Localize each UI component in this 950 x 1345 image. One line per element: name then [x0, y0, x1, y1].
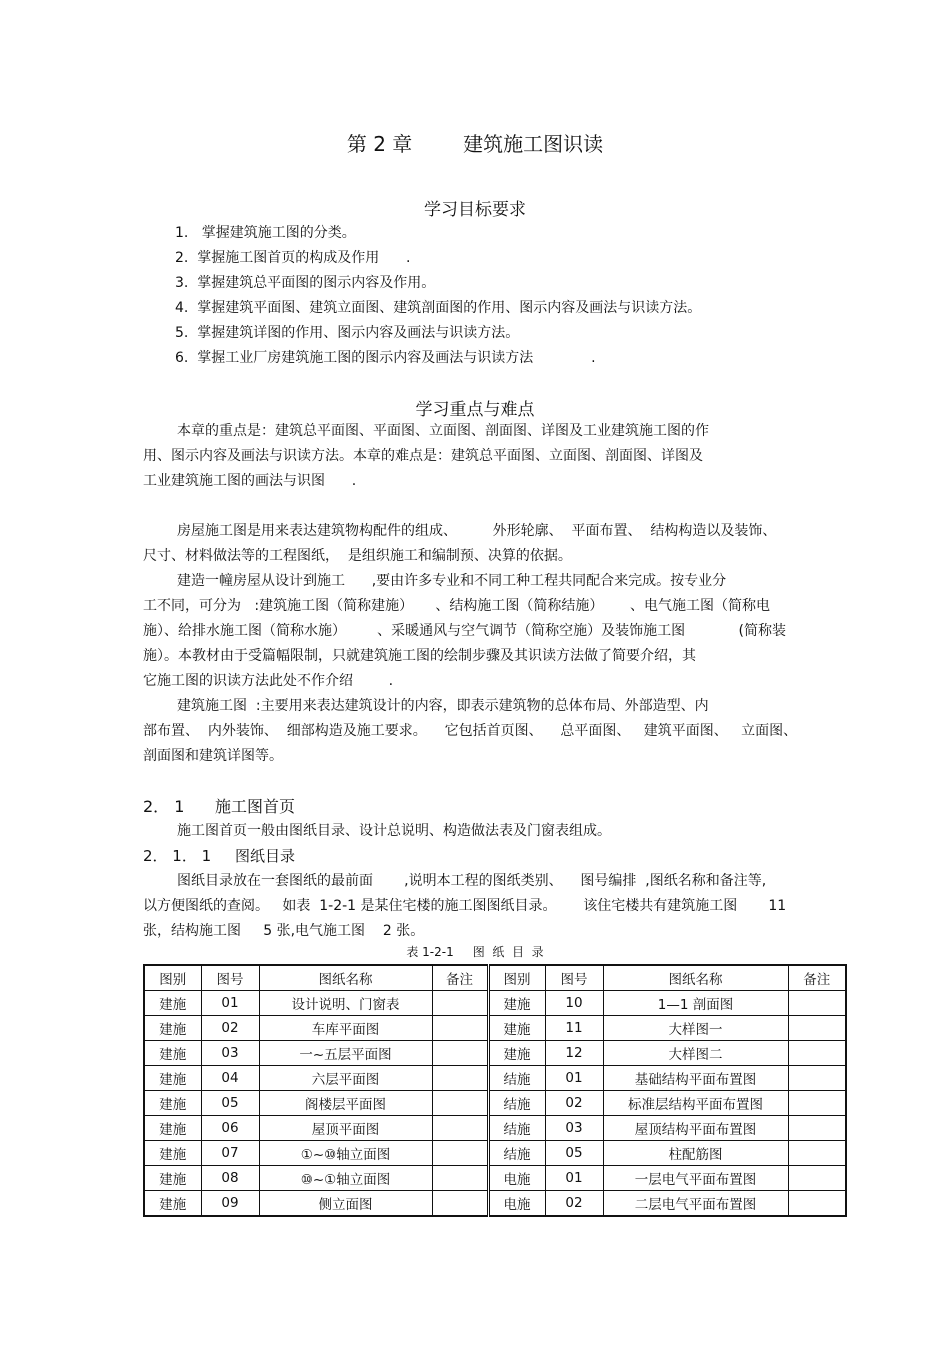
header-cell: 图别 [488, 965, 545, 991]
table-cell: 03 [545, 1116, 603, 1141]
header-cell: 图纸名称 [259, 965, 432, 991]
table-cell [788, 1191, 846, 1217]
table-cell: 二层电气平面布置图 [603, 1191, 788, 1217]
drawing-catalog-table [143, 964, 847, 1217]
table-cell: 1—1 剖面图 [603, 991, 788, 1016]
table-cell: 06 [201, 1116, 259, 1141]
goal-item: 6. 掌握工业厂房建筑施工图的图示内容及画法与识读方法 . [175, 350, 596, 366]
table-cell [788, 1016, 846, 1041]
table-cell: 电施 [488, 1166, 545, 1191]
chapter-title: 第 2 章 建筑施工图识读 [346, 132, 604, 156]
table-row [144, 1066, 846, 1091]
table-cell: 01 [545, 1166, 603, 1191]
intro-line: 建筑施工图 :主要用来表达建筑设计的内容，即表示建筑物的总体布局、外部造型、内 [177, 698, 709, 714]
table-cell: 04 [201, 1066, 259, 1091]
table-cell: 建施 [488, 991, 545, 1016]
table-cell [432, 1016, 488, 1041]
table-cell: 标准层结构平面布置图 [603, 1091, 788, 1116]
table-cell: 建施 [144, 1066, 201, 1091]
table-row [144, 991, 846, 1016]
intro-line: 剖面图和建筑详图等。 [143, 748, 283, 764]
intro-line: 部布置、 内外装饰、 细部构造及施工要求。 它包括首页图、 总平面图、 建筑平面图、 立面图、 [143, 723, 798, 739]
table-cell [788, 1166, 846, 1191]
table-cell: 08 [201, 1166, 259, 1191]
table-cell: 一~五层平面图 [259, 1041, 432, 1066]
table-cell: 09 [201, 1191, 259, 1217]
section-2-1-1-heading: 2． 1． 1 图纸目录 [143, 847, 296, 865]
goal-item: 5. 掌握建筑详图的作用、图示内容及画法与识读方法。 [175, 325, 520, 341]
header-cell: 图纸名称 [603, 965, 788, 991]
table-cell [432, 1066, 488, 1091]
focus-line: 本章的重点是：建筑总平面图、平面图、立面图、剖面图、详图及工业建筑施工图的作 [177, 423, 709, 439]
section-2-1-line: 施工图首页一般由图纸目录、设计总说明、构造做法表及门窗表组成。 [177, 823, 611, 839]
table-cell: ①~⑩轴立面图 [259, 1141, 432, 1166]
table-cell: 01 [201, 991, 259, 1016]
table-cell [432, 1166, 488, 1191]
table-cell: 建施 [144, 1191, 201, 1217]
table-cell: 建施 [144, 1116, 201, 1141]
table-cell: 建施 [488, 1041, 545, 1066]
goal-item: 4. 掌握建筑平面图、建筑立面图、建筑剖面图的作用、图示内容及画法与识读方法。 [175, 300, 702, 316]
goal-item: 2. 掌握施工图首页的构成及作用 . [175, 250, 411, 266]
table-row [144, 1091, 846, 1116]
focus-line: 工业建筑施工图的画法与识图 . [143, 473, 357, 489]
table-cell: 02 [545, 1091, 603, 1116]
table-cell: 设计说明、门窗表 [259, 991, 432, 1016]
table-cell [788, 991, 846, 1016]
table-cell: 05 [545, 1141, 603, 1166]
table-cell: 结施 [488, 1141, 545, 1166]
table-row [144, 1191, 846, 1217]
table-cell: 六层平面图 [259, 1066, 432, 1091]
table-cell: 10 [545, 991, 603, 1016]
table-cell: 基础结构平面布置图 [603, 1066, 788, 1091]
table-cell: 01 [545, 1066, 603, 1091]
intro-line: 工不同，可分为 :建筑施工图（简称建施） 、结构施工图（简称结施） 、电气施工图（简称电 [143, 598, 771, 614]
table-cell: 柱配筋图 [603, 1141, 788, 1166]
table-cell [432, 1191, 488, 1217]
table-cell [432, 1116, 488, 1141]
table-cell [432, 1141, 488, 1166]
intro-line: 施）、给排水施工图（简称水施） 、采暖通风与空气调节（简称空施）及装饰施工图 (简称装 [143, 623, 787, 639]
table-cell: 03 [201, 1041, 259, 1066]
table-cell: 建施 [488, 1016, 545, 1041]
table-row [144, 1041, 846, 1066]
table-caption: 表 1-2-1 图 纸 目 录 [406, 945, 544, 959]
section-2-1-1-line: 以方便图纸的查阅。 如表 1-2-1 是某住宅楼的施工图图纸目录。 该住宅楼共有建筑施工图 11 [143, 898, 787, 914]
table-cell: 建施 [144, 1166, 201, 1191]
header-cell: 备注 [788, 965, 846, 991]
table-header-row [144, 965, 846, 991]
intro-line: 房屋施工图是用来表达建筑物构配件的组成、 外形轮廓、 平面布置、 结构构造以及装饰、 [177, 523, 777, 539]
table-cell: 大样图一 [603, 1016, 788, 1041]
table-cell: 屋顶平面图 [259, 1116, 432, 1141]
goals-heading: 学习目标要求 [424, 200, 526, 220]
table-row [144, 1116, 846, 1141]
table-row [144, 1166, 846, 1191]
table-row [144, 1016, 846, 1041]
table-cell: 建施 [144, 991, 201, 1016]
header-cell: 图别 [144, 965, 201, 991]
table-cell: 车库平面图 [259, 1016, 432, 1041]
table-cell [788, 1116, 846, 1141]
intro-line: 施）。本教材由于受篇幅限制，只就建筑施工图的绘制步骤及其识读方法做了简要介绍，其 [143, 648, 696, 664]
table-cell [788, 1091, 846, 1116]
table-cell: 02 [201, 1016, 259, 1041]
table-cell: 侧立面图 [259, 1191, 432, 1217]
table-cell: 结施 [488, 1091, 545, 1116]
table-cell: 02 [545, 1191, 603, 1217]
table-cell [788, 1141, 846, 1166]
section-2-1-1-line: 张，结构施工图 5 张,电气施工图 2 张。 [143, 923, 425, 939]
table-row [144, 1141, 846, 1166]
table-cell: 一层电气平面布置图 [603, 1166, 788, 1191]
goal-item: 3. 掌握建筑总平面图的图示内容及作用。 [175, 275, 436, 291]
focus-heading: 学习重点与难点 [415, 400, 535, 420]
table-cell [432, 1091, 488, 1116]
header-cell: 图号 [545, 965, 603, 991]
table-cell: 05 [201, 1091, 259, 1116]
table-cell: 大样图二 [603, 1041, 788, 1066]
table-cell: 建施 [144, 1041, 201, 1066]
table-cell: 11 [545, 1016, 603, 1041]
header-cell: 备注 [432, 965, 488, 991]
table-cell [788, 1066, 846, 1091]
table-cell: 12 [545, 1041, 603, 1066]
table-cell [432, 991, 488, 1016]
table-cell: 结施 [488, 1116, 545, 1141]
table-cell: ⑩~①轴立面图 [259, 1166, 432, 1191]
header-cell: 图号 [201, 965, 259, 991]
intro-line: 建造一幢房屋从设计到施工 ,要由许多专业和不同工种工程共同配合来完成。按专业分 [177, 573, 727, 589]
focus-line: 用、图示内容及画法与识读方法。本章的难点是：建筑总平面图、立面图、剖面图、详图及 [143, 448, 703, 464]
table-cell: 屋顶结构平面布置图 [603, 1116, 788, 1141]
table-cell: 建施 [144, 1091, 201, 1116]
table-cell: 建施 [144, 1141, 201, 1166]
table-cell [788, 1041, 846, 1066]
section-2-1-heading: 2． 1 施工图首页 [143, 797, 295, 816]
intro-line: 尺寸、材料做法等的工程图纸， 是组织施工和编制预、决算的依据。 [143, 548, 572, 564]
table-cell: 电施 [488, 1191, 545, 1217]
table-cell: 建施 [144, 1016, 201, 1041]
table-cell: 07 [201, 1141, 259, 1166]
table-cell: 结施 [488, 1066, 545, 1091]
intro-line: 它施工图的识读方法此处不作介绍 . [143, 673, 394, 689]
goal-item: 1. 掌握建筑施工图的分类。 [175, 225, 356, 241]
table-cell [432, 1041, 488, 1066]
section-2-1-1-line: 图纸目录放在一套图纸的最前面 ,说明本工程的图纸类别、 图号编排 ,图纸名称和备注等, [177, 873, 767, 889]
table-cell: 阁楼层平面图 [259, 1091, 432, 1116]
